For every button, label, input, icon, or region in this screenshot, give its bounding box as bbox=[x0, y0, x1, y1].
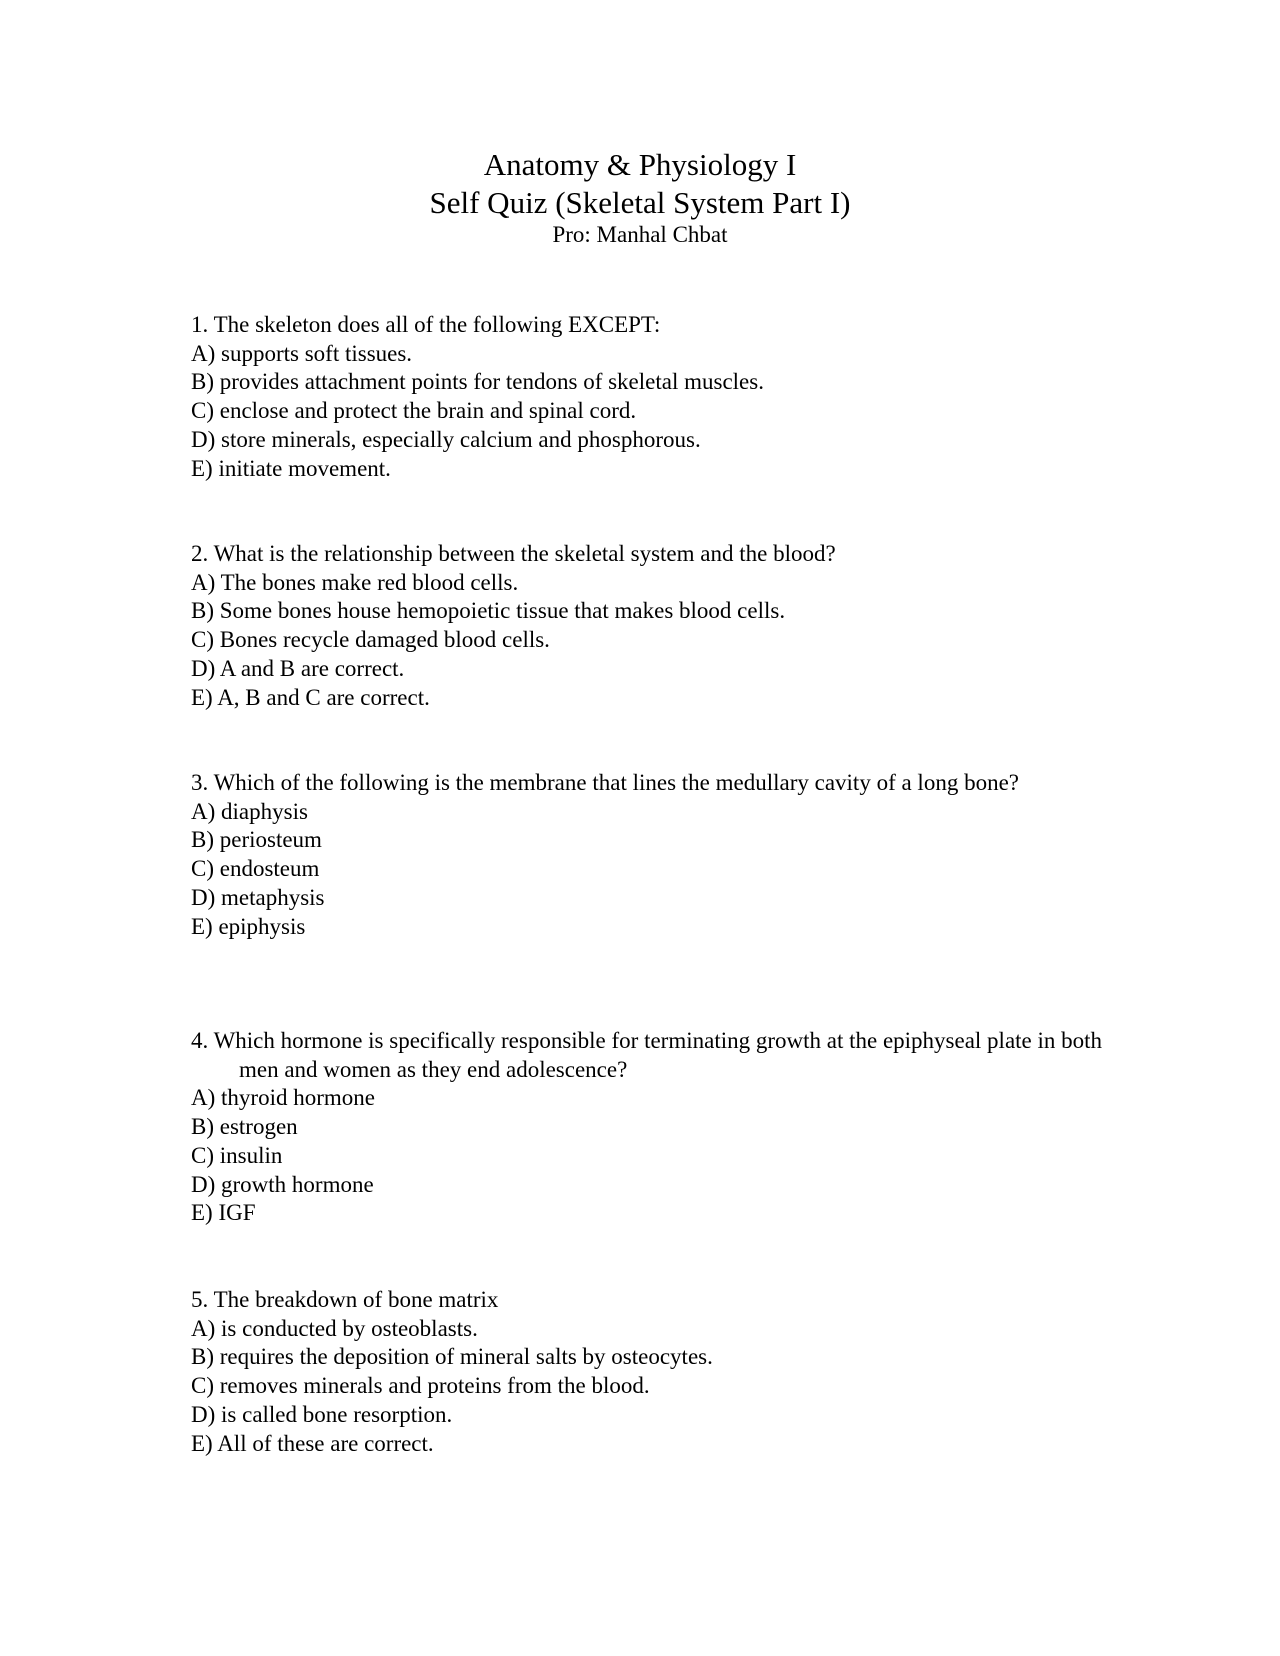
answer-option: B) estrogen bbox=[191, 1114, 298, 1140]
answer-option: C) endosteum bbox=[191, 856, 320, 882]
answer-option: B) periosteum bbox=[191, 827, 322, 853]
question-2 bbox=[191, 540, 1111, 712]
answer-option: C) enclose and protect the brain and spinal cord. bbox=[191, 398, 637, 424]
professor-name: Pro: Manhal Chbat bbox=[552, 222, 728, 247]
question-5 bbox=[191, 1286, 1111, 1458]
answer-option: A) is conducted by osteoblasts. bbox=[191, 1315, 478, 1341]
question-1 bbox=[191, 311, 1111, 483]
answer-option: D) is called bone resorption. bbox=[191, 1401, 453, 1427]
question-stem: 3. Which of the following is the membrane that lines the medullary cavity of a long bone? bbox=[191, 770, 1019, 795]
answer-option: B) Some bones house hemopoietic tissue that makes blood cells. bbox=[191, 598, 786, 624]
course-title: Anatomy & Physiology I bbox=[483, 147, 797, 182]
answer-option: C) Bones recycle damaged blood cells. bbox=[191, 627, 550, 653]
answer-option: E) epiphysis bbox=[191, 913, 306, 939]
question-stem: 2. What is the relationship between the skeletal system and the blood? bbox=[191, 541, 836, 566]
question-stem: 4. Which hormone is specifically responsible for terminating growth at the epiphyseal plate in both men and women as they end adolescence? bbox=[191, 1028, 1103, 1082]
document-header bbox=[0, 146, 1280, 248]
answer-option: E) A, B and C are correct. bbox=[191, 684, 430, 710]
answer-option: D) metaphysis bbox=[191, 884, 325, 910]
question-4 bbox=[191, 1027, 1111, 1228]
answer-option: A) diaphysis bbox=[191, 798, 308, 824]
answer-option: E) initiate movement. bbox=[191, 455, 391, 481]
answer-option: C) insulin bbox=[191, 1142, 283, 1168]
answer-option: E) IGF bbox=[191, 1200, 256, 1226]
answer-option: A) The bones make red blood cells. bbox=[191, 569, 519, 595]
answer-option: D) A and B are correct. bbox=[191, 655, 405, 681]
question-stem: 5. The breakdown of bone matrix bbox=[191, 1287, 499, 1312]
quiz-subtitle: Self Quiz (Skeletal System Part I) bbox=[429, 185, 851, 220]
answer-option: C) removes minerals and proteins from the blood. bbox=[191, 1373, 650, 1399]
answer-option: E) All of these are correct. bbox=[191, 1430, 434, 1456]
answer-option: D) growth hormone bbox=[191, 1171, 374, 1197]
answer-option: A) supports soft tissues. bbox=[191, 340, 413, 366]
answer-option: B) requires the deposition of mineral salts by osteocytes. bbox=[191, 1344, 713, 1370]
answer-option: D) store minerals, especially calcium and phosphorous. bbox=[191, 426, 701, 452]
question-stem: 1. The skeleton does all of the following EXCEPT: bbox=[191, 312, 661, 337]
answer-option: A) thyroid hormone bbox=[191, 1085, 375, 1111]
answer-option: B) provides attachment points for tendons of skeletal muscles. bbox=[191, 369, 764, 395]
question-3 bbox=[191, 769, 1111, 941]
